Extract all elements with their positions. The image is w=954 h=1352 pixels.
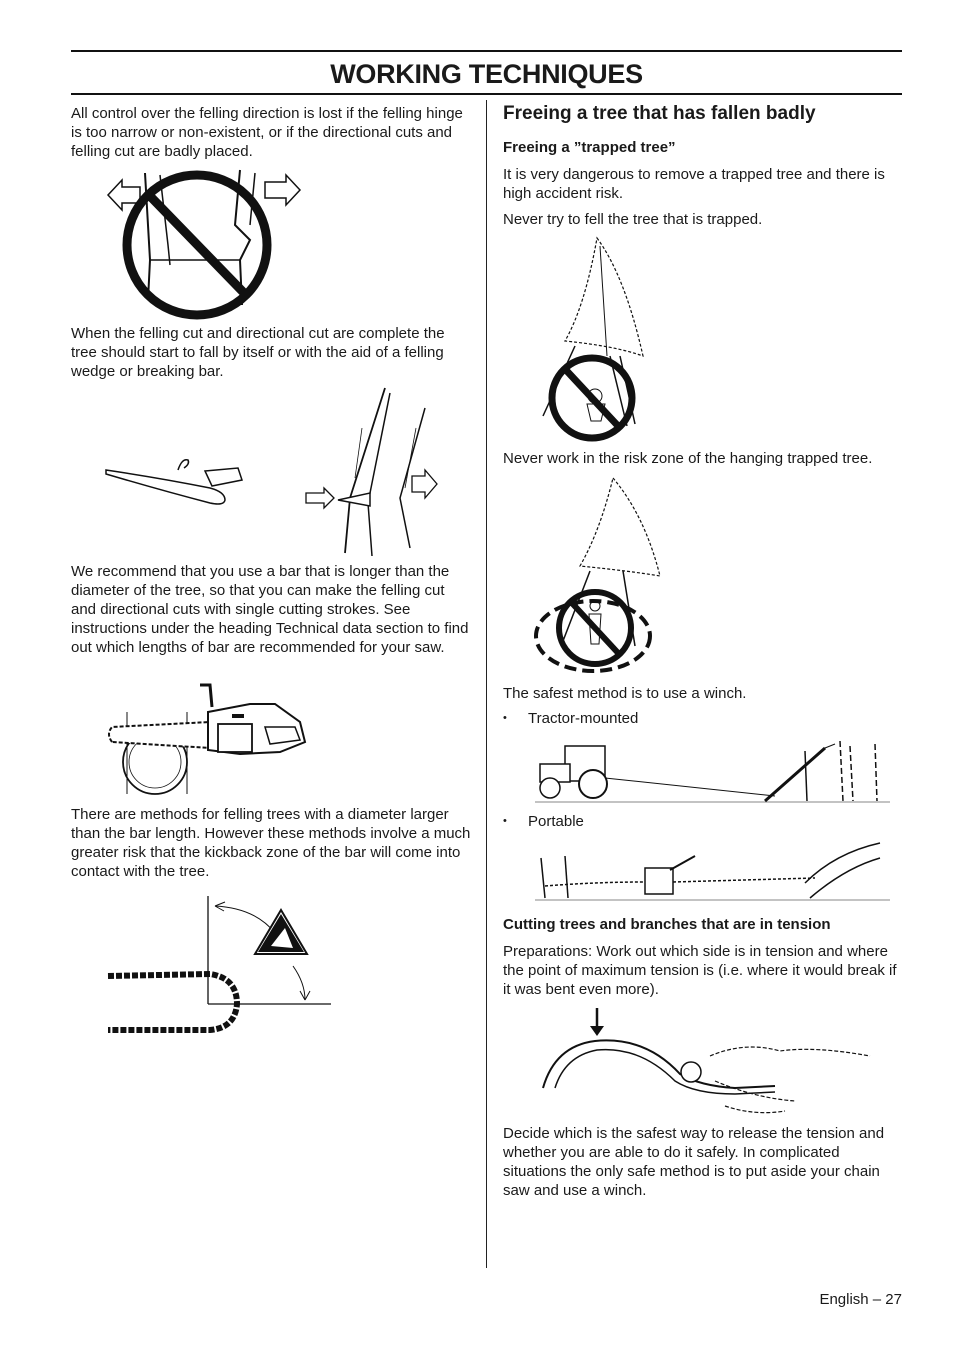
paragraph-fall-by-itself: When the felling cut and directional cut are complete the tree should start to fall by itself or with the aid of a felling wedge or breaking bar.: [71, 325, 445, 380]
trapped-tree-illustration: [535, 236, 675, 446]
bad-felling-cut-illustration: [100, 165, 310, 325]
down-arrow-icon: [590, 1008, 604, 1036]
bullet-label: Tractor-mounted: [528, 710, 639, 727]
page-number: English – 27: [819, 1291, 902, 1308]
bullet-label: Portable: [528, 813, 584, 830]
portable-winch-illustration: [535, 838, 890, 906]
header-bottom-rule: [71, 93, 902, 95]
risk-zone-illustration: [535, 476, 657, 681]
paragraph-never-fell: Never try to fell the tree that is trapped.: [503, 211, 763, 228]
bullet-dot: •: [503, 815, 507, 827]
paragraph-preparations: Preparations: Work out which side is in tension and where the point of maximum tension is (i.e. where it would break if it was bent even more).: [503, 943, 897, 998]
felling-wedge-illustration: [100, 388, 450, 556]
column-divider: [486, 100, 487, 1268]
section-title: Freeing a tree that has fallen badly: [503, 103, 816, 124]
tension-tree-illustration: [535, 1006, 880, 1118]
kickback-zone-illustration: [105, 888, 335, 1040]
subheading-tension: Cutting trees and branches that are in tension: [503, 916, 831, 933]
paragraph-release-tension: Decide which is the safest way to release the tension and whether you are able to do it safely. In complicated situations the only safe method is to put aside your chain saw and use a winch.: [503, 1125, 885, 1199]
kickback-warning-icon: [255, 910, 307, 954]
paragraph-dangerous: It is very dangerous to remove a trapped tree and there is high accident risk.: [503, 166, 885, 202]
paragraph-winch: The safest method is to use a winch.: [503, 685, 747, 702]
paragraph-larger-diameter: There are methods for felling trees with a diameter larger than the bar length. However these methods involve a much greater risk that the kickback zone of the bar will come into contact with the tree.: [71, 806, 471, 880]
direction-arrow-icon: [265, 175, 300, 205]
paragraph-felling-direction: All control over the felling direction is lost if the felling hinge is too narrow or non-existent, or if the directional cuts and felling cut are badly placed.: [71, 105, 463, 160]
page-title: WORKING TECHNIQUES: [330, 59, 643, 89]
paragraph-risk-zone: Never work in the risk zone of the hanging trapped tree.: [503, 450, 873, 467]
direction-arrow-icon: [306, 488, 334, 508]
header-top-rule: [71, 50, 902, 52]
paragraph-bar-length: We recommend that you use a bar that is longer than the diameter of the tree, so that you can make the felling cut and directional cuts with single cutting strokes. See instructions under the heading Technical data section to find out which lengths of bar are recommended for your saw.: [71, 563, 469, 656]
bullet-dot: •: [503, 712, 507, 724]
subheading-trapped-tree: Freeing a ”trapped tree”: [503, 139, 676, 156]
tractor-winch-illustration: [535, 736, 890, 806]
prohibition-sign-icon: [127, 175, 267, 315]
chainsaw-bar-illustration: [100, 682, 315, 797]
direction-arrow-icon: [412, 470, 437, 498]
